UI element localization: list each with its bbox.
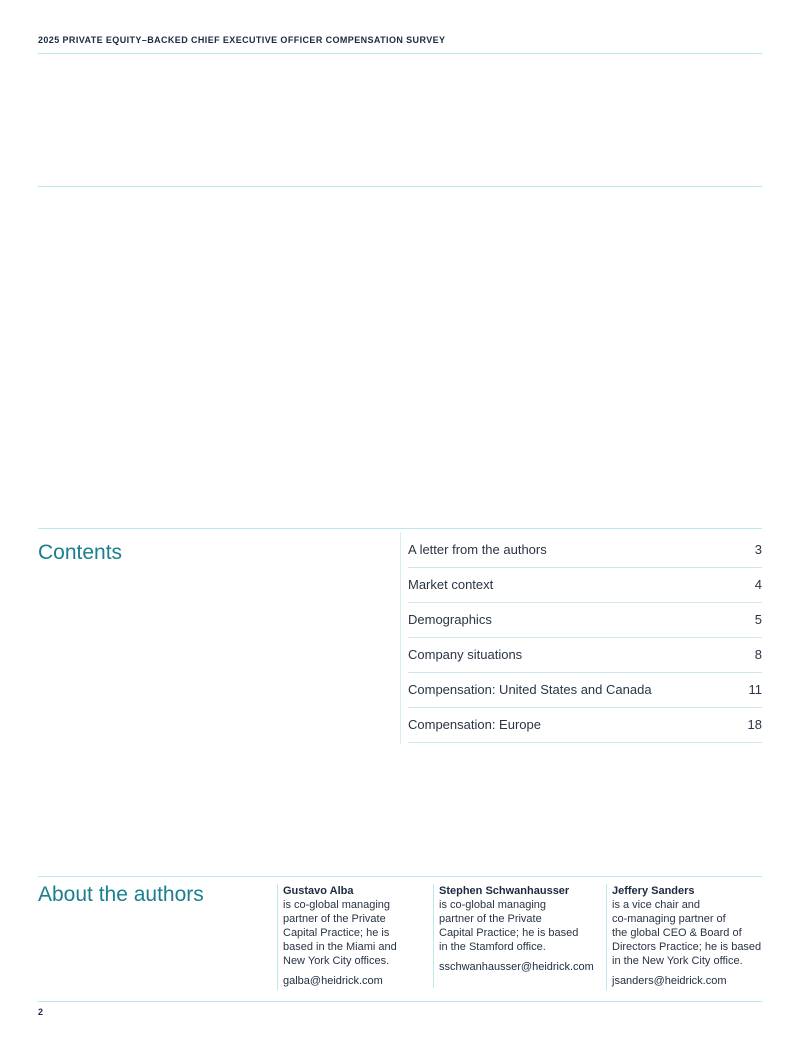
report-title: 2025 PRIVATE EQUITY–BACKED CHIEF EXECUTIVE OFFICER COMPENSATION SURVEY [38,35,446,45]
toc-item[interactable] [408,567,762,603]
author-bio: is co-global managing partner of the Private Capital Practice; he is based in the Miami and New York City offices. [283,899,397,967]
author-card [439,884,604,974]
footer-divider [38,1001,762,1002]
about-heading: About the authors [38,883,204,906]
toc-item-page: 4 [754,577,762,592]
toc-item-label: Compensation: Europe [408,717,541,732]
author-divider [433,884,434,988]
author-divider [277,884,278,990]
toc-item[interactable] [408,532,762,568]
contents-heading: Contents [38,541,123,564]
contents-divider [38,528,762,529]
toc-item-page: 8 [754,647,762,662]
toc-item-page: 18 [747,717,762,732]
toc-item-label: Market context [408,577,494,592]
author-name: Jeffery Sanders [612,885,695,897]
author-name: Gustavo Alba [283,885,354,897]
toc-item[interactable] [408,707,762,743]
about-divider [38,876,762,877]
toc-item-label: Compensation: United States and Canada [408,682,652,697]
toc-item[interactable] [408,672,762,708]
author-bio: is a vice chair and co-managing partner of the global CEO & Board of Directors Practice; he is based in the New York City office. [612,899,762,967]
author-email-link[interactable]: galba@heidrick.com [283,975,383,987]
section-divider [38,186,762,187]
toc-item[interactable] [408,637,762,673]
toc-item-page: 11 [748,682,762,697]
toc-item-page: 3 [754,542,762,557]
author-email-link[interactable]: sschwanhausser@heidrick.com [439,961,594,973]
author-divider [606,884,607,990]
table-of-contents [400,532,763,744]
author-name: Stephen Schwanhausser [439,885,570,897]
author-card [612,884,767,988]
toc-item-page: 5 [754,612,762,627]
toc-item-label: Demographics [408,612,492,627]
toc-item-label: Company situations [408,647,523,662]
page-number: 2 [38,1007,44,1017]
author-email-link[interactable]: jsanders@heidrick.com [612,975,727,987]
author-card [283,884,433,988]
author-bio: is co-global managing partner of the Private Capital Practice; he is based in the Stamford office. [439,899,579,953]
toc-item[interactable] [408,602,762,638]
header-divider [38,53,762,54]
toc-item-label: A letter from the authors [408,542,547,557]
